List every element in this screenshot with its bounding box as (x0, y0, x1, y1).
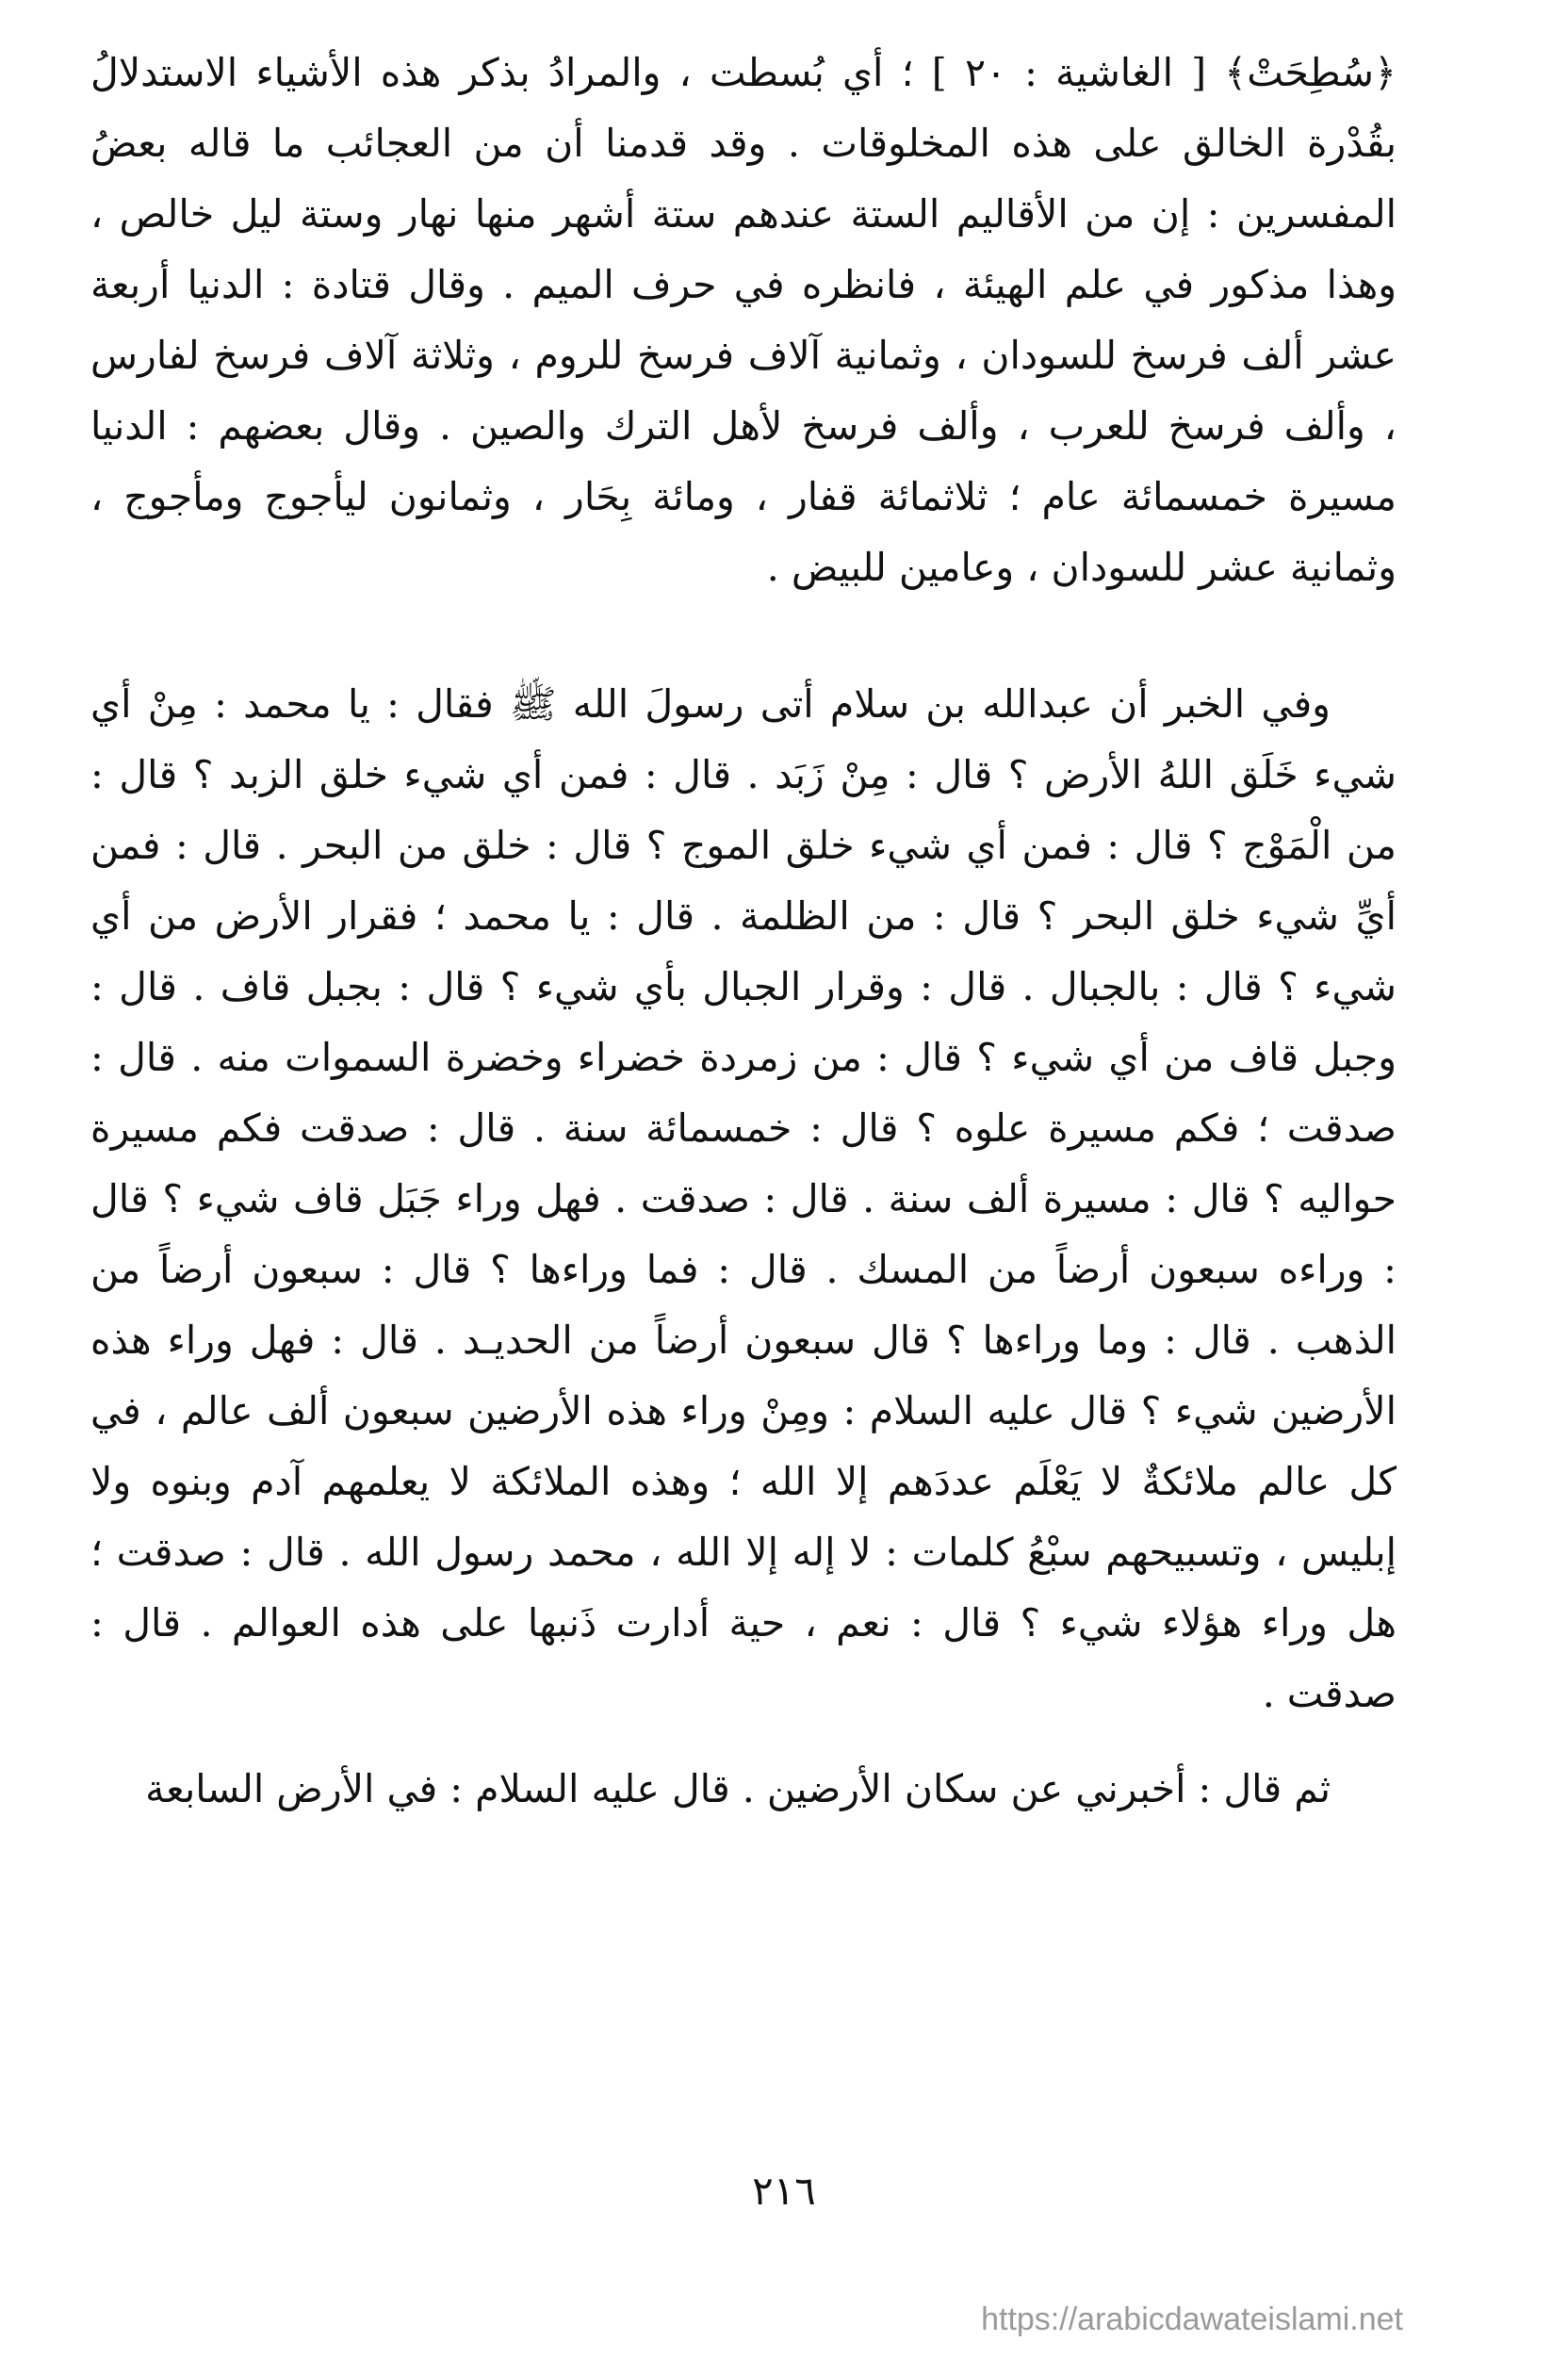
paragraph-continuation: ثم قال : أخبرني عن سكان الأرضين . قال عليه السلام : في الأرض السابعة (145, 1766, 1331, 1811)
page-body (90, 38, 1396, 1825)
paragraph-intro: ﴿سُطِحَتْ﴾ [ الغاشية : ٢٠ ] ؛ أي بُسطت ، والمرادُ بذكر هذه الأشياء الاستدلالُ بقُدْرة الخالق على هذه المخلوقات . وقد قدمنا أن من العجائب ما قاله بعضُ المفسرين : إن من الأقاليم الستة عندهم ستة أشهر منها نهار وستة ليل خالص ، وهذا مذكور في علم الهيئة ، فانظره في حرف الميم . وقال قتادة : الدنيا أربعة عشر ألف فرسخ للسودان ، وثمانية آلاف فرسخ للروم ، وثلاثة آلاف فرسخ لفارس ، وألف فرسخ للعرب ، وألف فرسخ لأهل الترك والصين . وقال بعضهم : الدنيا مسيرة خمسمائة عام ؛ ثلاثمائة قفار ، ومائة بِحَار ، وثمانون ليأجوج ومأجوج ، وثمانية عشر للسودان ، وعامين للبيض . (90, 50, 1397, 590)
paragraph-hadith: وفي الخبر أن عبدالله بن سلام أتى رسولَ الله ﷺ فقال : يا محمد : مِنْ أي شيء خَلَق اللهُ الأرض ؟ قال : مِنْ زَبَد . قال : فمن أي شيء خلق الزبد ؟ قال : من الْمَوْج ؟ قال : فمن أي شيء خلق الموج ؟ قال : خلق من البحر . قال : فمن أيِّ شيء خلق البحر ؟ قال : من الظلمة . قال : يا محمد ؛ فقرار الأرض من أي شيء ؟ قال : بالجبال . قال : وقرار الجبال بأي شيء ؟ قال : بجبل قاف . قال : وجبل قاف من أي شيء ؟ قال : من زمردة خضراء وخضرة السموات منه . قال : صدقت ؛ فكم مسيرة علوه ؟ قال : خمسمائة سنة . قال : صدقت فكم مسيرة حواليه ؟ قال : مسيرة ألف سنة . قال : صدقت . فهل وراء جَبَل قاف شيء ؟ قال : وراءه سبعون أرضاً من المسك . قال : فما وراءها ؟ قال : سبعون أرضاً من الذهب . قال : وما وراءها ؟ قال سبعون أرضاً من الحديـد . قال : فهل وراء هذه الأرضين شيء ؟ قال عليه السلام : ومِنْ وراء هذه الأرضين سبعون ألف عالم ، في كل عالم ملائكةٌ لا يَعْلَم عددَهم إلا الله ؛ وهذه الملائكة لا يعلمهم آدم وبنوه ولا إبليس ، وتسبيحهم سبْعُ كلمات : لا إله إلا الله ، محمد رسول الله . قال : صدقت ؛ هل وراء هؤلاء شيء ؟ قال : نعم ، حية أدارت ذَنبها على هذه العوالم . قال : صدقت . (90, 681, 1396, 1716)
watermark-url: https://arabicdawateislami.net (981, 2301, 1403, 2337)
page-number: ٢١٦ (752, 2168, 816, 2214)
